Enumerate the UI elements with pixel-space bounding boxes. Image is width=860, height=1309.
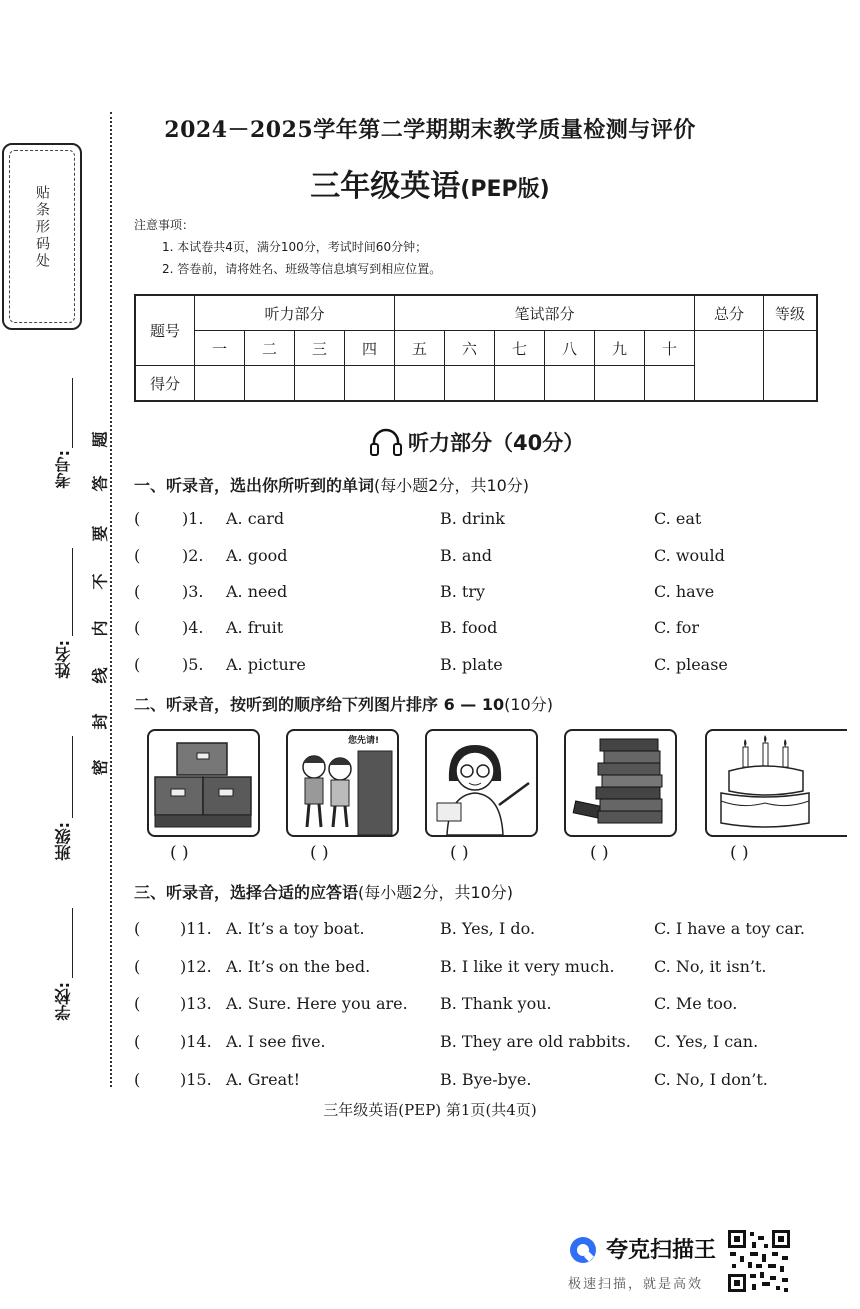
picture-answer-blank[interactable]: ( )	[730, 843, 749, 863]
row-label-number: 题号	[135, 295, 195, 366]
question-row	[134, 618, 834, 642]
score-cell[interactable]	[245, 366, 295, 402]
question-row	[134, 655, 834, 679]
picture-answer-blank[interactable]: ( )	[590, 843, 609, 863]
answer-blank[interactable]: (	[134, 618, 141, 637]
question-row	[134, 546, 834, 570]
edition-label: (PEP版)	[460, 177, 550, 202]
option-b: B. I like it very much.	[440, 957, 615, 976]
score-cell[interactable]	[645, 366, 695, 402]
picture-answer-blank[interactable]: ( )	[170, 843, 189, 863]
score-cell[interactable]	[545, 366, 595, 402]
section-two-heading: 二、听录音，按听到的顺序给下列图片排序 6 — 10	[134, 695, 505, 714]
answer-blank[interactable]: (	[134, 546, 141, 565]
picture-cake	[705, 729, 847, 837]
option-c: C. have	[654, 582, 715, 601]
exam-title: 2024－2025学年第二学期期末教学质量检测与评价	[164, 117, 696, 143]
score-table	[134, 294, 818, 402]
section-two-title	[134, 692, 553, 715]
option-b: B. Bye-bye.	[440, 1070, 532, 1089]
group-listening: 听力部分	[195, 295, 395, 331]
option-c: C. Me too.	[654, 994, 738, 1013]
question-number: 六	[445, 331, 495, 366]
picture-books	[564, 729, 677, 837]
seal-char: 密	[90, 759, 110, 776]
books-icon	[566, 731, 675, 835]
teacher-icon	[427, 731, 536, 835]
section-one-heading: 一、听录音，选出你所听到的单词	[134, 476, 375, 495]
seal-char: 题	[90, 431, 110, 448]
question-number: 四	[345, 331, 395, 366]
section-two-points: (10分)	[504, 695, 553, 714]
headphones-icon	[368, 428, 404, 456]
name-label: 姓名:	[54, 640, 73, 679]
question-number: 十	[645, 331, 695, 366]
seal-char: 线	[90, 667, 110, 684]
option-a: A. It’s a toy boat.	[226, 919, 365, 938]
option-a: A. fruit	[226, 618, 284, 637]
class-blank[interactable]	[72, 736, 73, 818]
option-c: C. would	[654, 546, 725, 565]
option-a: A. need	[226, 582, 288, 601]
option-c: C. Yes, I can.	[654, 1032, 759, 1051]
question-row	[134, 509, 834, 533]
seal-char: 答	[90, 475, 110, 492]
picture-answer-blank[interactable]: ( )	[450, 843, 469, 863]
note-item: 1. 本试卷共4页，满分100分，考试时间60分钟；	[162, 240, 428, 254]
score-cell[interactable]	[495, 366, 545, 402]
option-a: A. card	[226, 509, 285, 528]
question-number: )13.	[180, 994, 212, 1013]
option-a: A. I see five.	[226, 1032, 326, 1051]
question-number: 三	[295, 331, 345, 366]
option-b: B. and	[440, 546, 493, 565]
option-c: C. eat	[654, 509, 702, 528]
seal-char: 内	[90, 620, 110, 637]
exam-number-blank[interactable]	[72, 378, 73, 448]
score-cell[interactable]	[595, 366, 645, 402]
section-three-title	[134, 880, 513, 903]
exam-notes	[134, 214, 441, 280]
seal-line	[110, 112, 112, 1087]
option-b: B. plate	[440, 655, 503, 674]
question-row	[134, 919, 834, 943]
question-number: )5.	[182, 655, 204, 674]
total-header: 总分	[695, 295, 764, 331]
answer-blank[interactable]: (	[134, 957, 141, 976]
question-number: 一	[195, 331, 245, 366]
question-number: )14.	[180, 1032, 212, 1051]
answer-blank[interactable]: (	[134, 1032, 141, 1051]
picture-teacher	[425, 729, 538, 837]
answer-blank[interactable]: (	[134, 1070, 141, 1089]
option-b: B. Thank you.	[440, 994, 552, 1013]
question-number: )2.	[182, 546, 204, 565]
group-writing: 笔试部分	[395, 295, 695, 331]
question-number: )12.	[180, 957, 212, 976]
name-blank[interactable]	[72, 548, 73, 636]
question-number: )1.	[182, 509, 204, 528]
answer-blank[interactable]: (	[134, 919, 141, 938]
section-one-title	[134, 473, 529, 496]
question-number: 七	[495, 331, 545, 366]
seal-char: 不	[90, 573, 110, 590]
picture-caption: 您先请!	[348, 736, 380, 746]
brand-name: 夸克扫描王	[606, 1238, 717, 1263]
question-number: 九	[595, 331, 645, 366]
exam-number-label: 考号:	[54, 450, 73, 489]
quark-logo-icon	[568, 1235, 598, 1265]
option-a: A. Great!	[226, 1070, 301, 1089]
qr-code-icon	[726, 1228, 792, 1294]
section-three-heading: 三、听录音，选择合适的应答语	[134, 883, 359, 902]
row-label-score: 得分	[135, 366, 195, 402]
total-score-cell[interactable]	[695, 331, 764, 402]
option-c: C. No, I don’t.	[654, 1070, 768, 1089]
question-row	[134, 1070, 834, 1094]
barcode-label: 贴条形码处	[34, 185, 50, 270]
children-door-icon	[288, 731, 397, 835]
score-cell[interactable]	[295, 366, 345, 402]
school-label: 学校:	[54, 982, 73, 1021]
answer-blank[interactable]: (	[134, 994, 141, 1013]
option-a: A. It’s on the bed.	[226, 957, 371, 976]
option-a: A. Sure. Here you are.	[226, 994, 408, 1013]
subject-name: 三年级英语	[310, 169, 461, 204]
seal-char: 要	[90, 525, 110, 542]
option-c: C. for	[654, 618, 700, 637]
option-a: A. good	[226, 546, 288, 565]
seal-char: 封	[90, 713, 110, 730]
question-row	[134, 582, 834, 606]
notes-heading: 注意事项：	[134, 218, 195, 232]
section-one-points: (每小题2分，共10分)	[374, 476, 530, 495]
answer-blank[interactable]: (	[134, 582, 141, 601]
score-cell[interactable]	[395, 366, 445, 402]
question-row	[134, 1032, 834, 1056]
answer-blank[interactable]: (	[134, 509, 141, 528]
grade-header: 等级	[764, 295, 818, 331]
listening-section-title: 听力部分（40分）	[408, 431, 585, 455]
page-footer: 三年级英语(PEP) 第1页(共4页)	[323, 1101, 537, 1119]
cake-icon	[707, 731, 817, 835]
question-row	[134, 957, 834, 981]
question-number: )11.	[180, 919, 212, 938]
subject-title	[0, 161, 860, 205]
class-label: 班级:	[54, 822, 73, 861]
option-c: C. please	[654, 655, 728, 674]
question-number: )3.	[182, 582, 204, 601]
school-blank[interactable]	[72, 908, 73, 978]
score-cell[interactable]	[445, 366, 495, 402]
option-c: C. I have a toy car.	[654, 919, 805, 938]
note-item: 2. 答卷前，请将姓名、班级等信息填写到相应位置。	[162, 262, 442, 276]
option-c: C. No, it isn’t.	[654, 957, 767, 976]
answer-blank[interactable]: (	[134, 655, 141, 674]
score-cell[interactable]	[345, 366, 395, 402]
boxes-icon	[149, 731, 258, 835]
question-number: 八	[545, 331, 595, 366]
option-b: B. food	[440, 618, 498, 637]
question-number: )4.	[182, 618, 204, 637]
option-b: B. try	[440, 582, 486, 601]
grade-cell[interactable]	[764, 331, 818, 402]
question-row	[134, 994, 834, 1018]
brand-tagline: 极速扫描，就是高效	[568, 1277, 704, 1292]
option-a: A. picture	[226, 655, 306, 674]
question-number: 五	[395, 331, 445, 366]
score-cell[interactable]	[195, 366, 245, 402]
option-b: B. They are old rabbits.	[440, 1032, 631, 1051]
option-b: B. drink	[440, 509, 505, 528]
scanner-watermark	[568, 1233, 718, 1293]
option-b: B. Yes, I do.	[440, 919, 536, 938]
picture-children-door	[286, 729, 399, 837]
picture-answer-blank[interactable]: ( )	[310, 843, 329, 863]
section-three-points: (每小题2分，共10分)	[358, 883, 514, 902]
question-number: )15.	[180, 1070, 212, 1089]
question-number: 二	[245, 331, 295, 366]
picture-boxes	[147, 729, 260, 837]
